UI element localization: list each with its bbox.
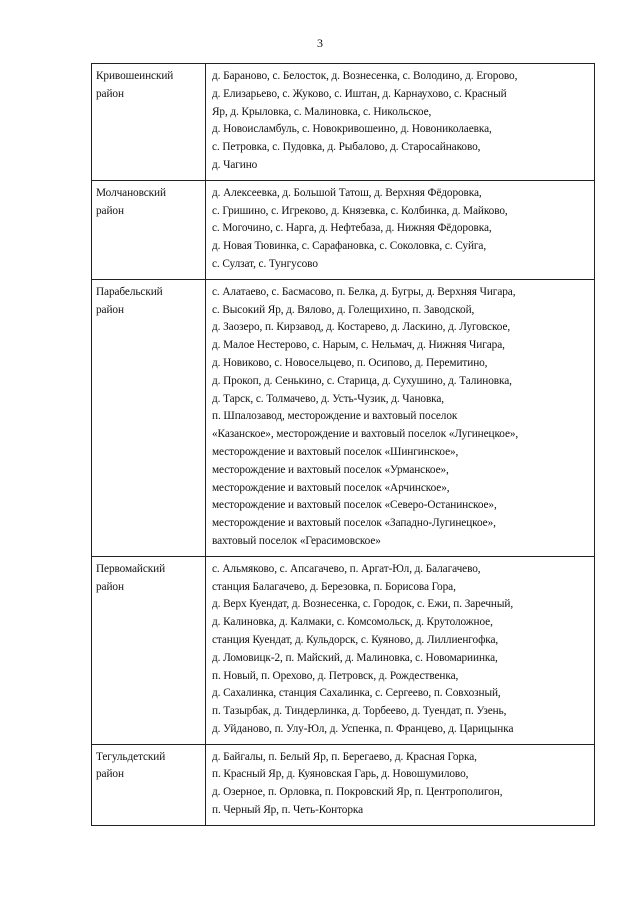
district-name-cell xyxy=(92,556,206,744)
settlements-line: д. Чагино xyxy=(212,158,258,171)
settlements-line: месторождение и вахтовый поселок «Западно-Лугинецкое», xyxy=(212,517,496,530)
district-name-line: район xyxy=(96,768,124,781)
settlements-line: д. Малое Нестерово, с. Нарым, с. Нельмач, д. Нижняя Чигара, xyxy=(212,339,505,352)
district-name-line: Молчановский xyxy=(96,186,166,199)
district-name-line: район xyxy=(96,204,124,217)
settlements-line: д. Уйданово, п. Улу-Юл, д. Успенка, п. Францево, д. Царицынка xyxy=(212,722,514,735)
settlements-line: п. Красный Яр, д. Куяновская Гарь, д. Новошумилово, xyxy=(212,768,469,781)
settlements-cell xyxy=(206,180,595,279)
settlements-line: д. Озерное, п. Орловка, п. Покровский Яр, п. Центрополигон, xyxy=(212,786,503,799)
settlements-line: станция Куендат, д. Кульдорск, с. Куяново, д. Лиллиенгофка, xyxy=(212,633,499,646)
settlements-line: д. Верх Куендат, д. Вознесенка, с. Городок, с. Ежи, п. Заречный, xyxy=(212,598,514,611)
table-row xyxy=(92,180,595,279)
page-number: 3 xyxy=(317,36,323,50)
table-row xyxy=(92,279,595,556)
settlements-line: д. Ломовицк-2, п. Майский, д. Малиновка, с. Новомариинка, xyxy=(212,651,498,664)
district-name-line: Первомайский xyxy=(96,562,166,575)
settlements-line: с. Алатаево, с. Басмасово, п. Белка, д. Бугры, д. Верхняя Чигара, xyxy=(212,285,516,298)
settlements-line: д. Елизарьево, с. Жуково, с. Иштан, д. Карнаухово, с. Красный xyxy=(212,87,507,100)
district-name-line: район xyxy=(96,87,124,100)
settlements-cell xyxy=(206,556,595,744)
table-row xyxy=(92,556,595,744)
settlements-line: п. Шпалозавод, месторождение и вахтовый поселок xyxy=(212,410,458,423)
settlements-line: Яр, д. Крыловка, с. Малиновка, с. Никольское, xyxy=(212,105,432,118)
settlements-line: п. Тазырбак, д. Тиндерлинка, д. Торбеево, д. Туендат, п. Узень, xyxy=(212,705,507,718)
settlements-line: д. Тарск, с. Толмачево, д. Усть-Чузик, д. Чановка, xyxy=(212,392,445,405)
settlements-line: д. Новиково, с. Новосельцево, п. Осипово, д. Перемитино, xyxy=(212,356,488,369)
settlements-line: вахтовый поселок «Герасимовское» xyxy=(212,534,381,547)
settlements-line: д. Калиновка, д. Калмаки, с. Комсомольск, д. Крутоложное, xyxy=(212,616,493,629)
settlements-line: д. Байгалы, п. Белый Яр, п. Берегаево, д. Красная Горка, xyxy=(212,750,477,763)
districts-table-body xyxy=(92,64,595,826)
district-name-cell xyxy=(92,279,206,556)
settlements-line: д. Заозеро, п. Кирзавод, д. Костарево, д. Ласкино, д. Луговское, xyxy=(212,321,511,334)
settlements-line: с. Сулзат, с. Тунгусово xyxy=(212,257,318,270)
settlements-cell xyxy=(206,279,595,556)
settlements-line: месторождение и вахтовый поселок «Арчинское», xyxy=(212,481,450,494)
settlements-line: с. Альмяково, с. Апсагачево, п. Аргат-Юл, д. Балагачево, xyxy=(212,562,481,575)
settlements-line: д. Новая Тювинка, с. Сарафановка, с. Соколовка, с. Суйга, xyxy=(212,240,487,253)
district-name-line: район xyxy=(96,580,124,593)
settlements-line: «Казанское», месторождение и вахтовый поселок «Лугинецкое», xyxy=(212,428,519,441)
table-row xyxy=(92,64,595,181)
settlements-line: станция Балагачево, д. Березовка, п. Борисова Гора, xyxy=(212,580,456,593)
settlements-line: д. Бараново, с. Белосток, д. Вознесенка, с. Володино, д. Егорово, xyxy=(212,70,518,82)
table-row xyxy=(92,744,595,825)
district-name-line: Парабельский xyxy=(96,285,163,298)
settlements-line: д. Алексеевка, д. Большой Татош, д. Верхняя Фёдоровка, xyxy=(212,186,482,199)
district-name-line: район xyxy=(96,303,124,316)
district-name-line: Тегульдетский xyxy=(96,750,166,763)
settlements-line: с. Петровка, с. Пудовка, д. Рыбалово, д. Старосайнаково, xyxy=(212,141,481,154)
settlements-line: месторождение и вахтовый поселок «Урманское», xyxy=(212,463,449,476)
settlements-line: д. Прокоп, д. Сенькино, с. Старица, д. Сухушино, д. Талиновка, xyxy=(212,374,512,387)
settlements-line: месторождение и вахтовый поселок «Северо-Останинское», xyxy=(212,499,497,512)
settlements-line: с. Высокий Яр, д. Вялово, д. Голещихино, п. Заводской, xyxy=(212,303,475,316)
district-name-line: Кривошеинский xyxy=(96,70,174,82)
settlements-line: д. Новоисламбуль, с. Новокривошеино, д. Новониколаевка, xyxy=(212,123,492,136)
settlements-line: д. Сахалинка, станция Сахалинка, с. Сергеево, п. Совхозный, xyxy=(212,687,501,700)
district-name-cell xyxy=(92,744,206,825)
settlements-cell xyxy=(206,64,595,181)
settlements-line: п. Новый, п. Орехово, д. Петровск, д. Рождественка, xyxy=(212,669,459,682)
district-name-cell xyxy=(92,180,206,279)
settlements-line: с. Могочино, с. Нарга, д. Нефтебаза, д. Нижняя Фёдоровка, xyxy=(212,222,492,235)
districts-table xyxy=(91,63,595,826)
settlements-line: п. Черный Яр, п. Четь-Конторка xyxy=(212,804,364,817)
settlements-cell xyxy=(206,744,595,825)
district-name-cell xyxy=(92,64,206,181)
settlements-line: месторождение и вахтовый поселок «Шингинское», xyxy=(212,445,459,458)
settlements-line: с. Гришино, с. Игреково, д. Князевка, с. Колбинка, д. Майково, xyxy=(212,204,508,217)
